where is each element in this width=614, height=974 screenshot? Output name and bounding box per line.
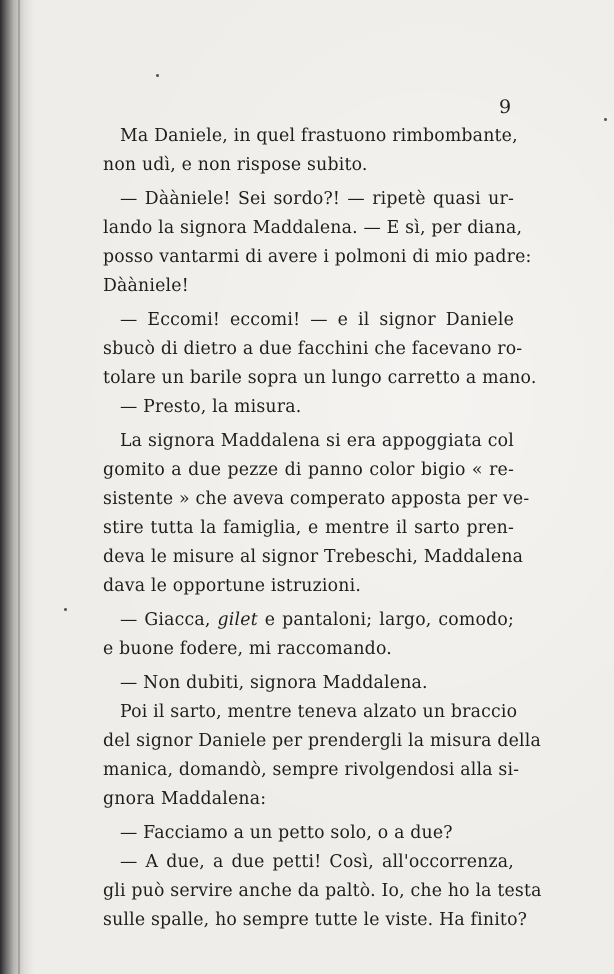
page-number: 9 [499, 96, 512, 118]
text-line: La signora Maddalena si era appoggiata col [120, 431, 514, 451]
text-line: — A due, a due petti! Così, all'occorrenza, [120, 852, 514, 872]
text-line: — Dààniele! Sei sordo?! — ripetè quasi ur- [120, 189, 514, 209]
text-line: Dààniele! [103, 276, 189, 296]
text-line: dava le opportune istruzioni. [103, 576, 362, 596]
text-line: — Eccomi! eccomi! — e il signor Daniele [120, 310, 514, 330]
text-line: manica, domandò, sempre rivolgendosi alla si- [103, 760, 520, 780]
text-line: e buone fodere, mi raccomando. [103, 639, 392, 659]
paper-speck [156, 74, 159, 77]
text-line: sbucò di dietro a due facchini che facevano ro- [103, 339, 523, 359]
text-line: tolare un barile sopra un lungo carretto a mano. [103, 368, 537, 388]
text-line: posso vantarmi di avere i polmoni di mio padre: [103, 247, 532, 267]
text-line: stire tutta la famiglia, e mentre il sarto pren- [103, 518, 514, 538]
text-line: gnora Maddalena: [103, 789, 267, 809]
text-line: gomito a due pezze di panno color bigio « re- [103, 460, 514, 480]
text-line: sistente » che aveva comperato apposta per ve- [103, 489, 530, 509]
text-line: — Giacca, gilet e pantaloni; largo, comodo; [120, 610, 514, 630]
paper-speck [604, 118, 607, 121]
text-line: deva le misure al signor Trebeschi, Maddalena [103, 547, 524, 567]
text-line: — Presto, la misura. [120, 397, 302, 417]
text-line: Ma Daniele, in quel frastuono rimbombante, [120, 126, 518, 146]
text-line: — Facciamo a un petto solo, o a due? [120, 823, 453, 843]
book-binding-edge [18, 0, 20, 974]
book-binding-shadow [0, 0, 34, 974]
text-line: non udì, e non rispose subito. [103, 155, 368, 175]
text-line: Poi il sarto, mentre teneva alzato un braccio [120, 702, 518, 722]
text-line: — Non dubiti, signora Maddalena. [120, 673, 428, 693]
text-line: gli può servire anche da paltò. Io, che ho la testa [103, 881, 542, 901]
text-line: sulle spalle, ho sempre tutte le viste. Ha finito? [103, 910, 528, 930]
text-line: del signor Daniele per prendergli la misura della [103, 731, 541, 751]
text-line: lando la signora Maddalena. — E sì, per diana, [103, 218, 523, 238]
paper-speck [64, 608, 67, 611]
body-text [103, 122, 542, 935]
